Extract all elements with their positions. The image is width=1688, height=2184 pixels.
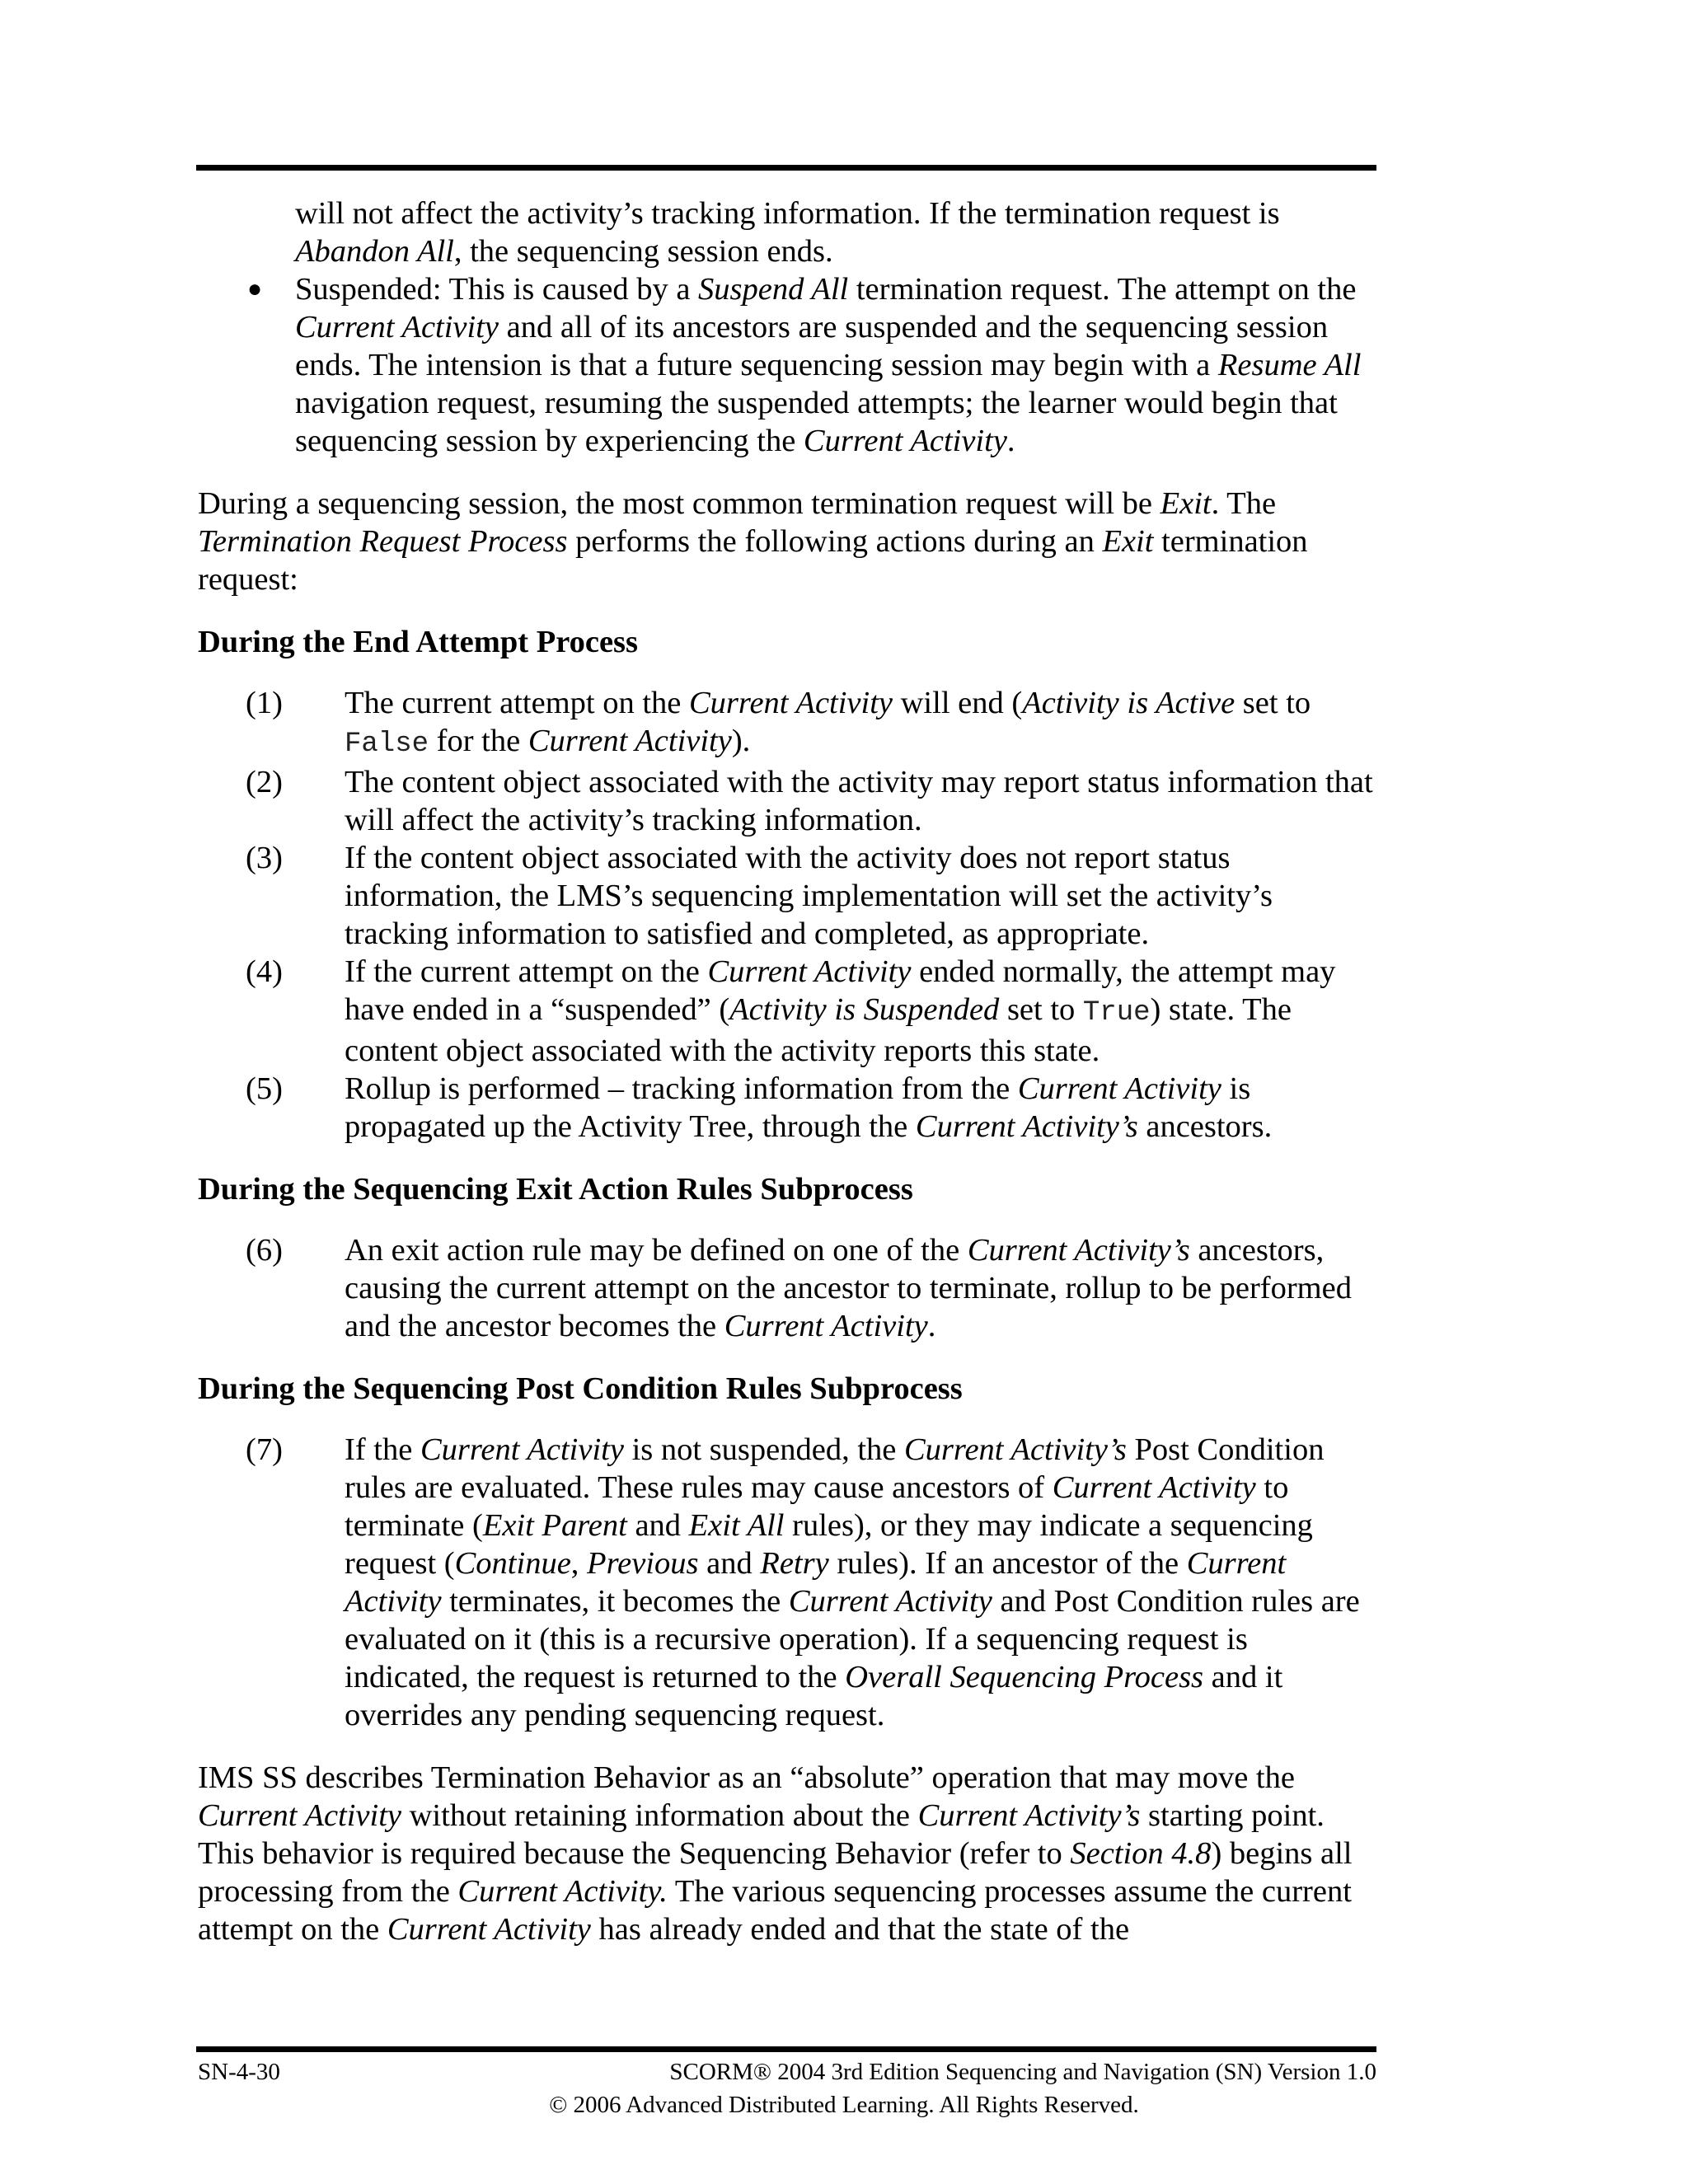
bullet-suspended: ● Suspended: This is caused by a Suspend All termination request. The attempt on the Current Activity and all of its ancestors are suspended and the sequencing session ends. The intension is that a future sequencing session may begin with a Resume All navigation request, resuming the suspended attempts; the learner would begin that sequencing session by experiencing the Current Activity. [247, 272, 1362, 458]
item-number: (7) [246, 1432, 283, 1467]
code-false: False [345, 729, 429, 760]
list-item: (3) If the content object associated with the activity does not report status information, the LMS’s sequencing implementation will set the activity’s tracking information to satisfied and completed, as appropriate. [246, 841, 1273, 951]
item-number: (3) [246, 841, 283, 875]
page-body [198, 194, 1376, 1948]
list-item: (1) The current attempt on the Current Activity will end (Activity is Active set to False for the Current Activity). [246, 686, 1311, 760]
heading-end-attempt: During the End Attempt Process [198, 625, 638, 659]
item-number: (2) [246, 765, 283, 799]
list-item: (6) An exit action rule may be defined on one of the Current Activity’s ancestors, causing the current attempt on the ancestor to terminate, rollup to be performed and the ancestor becomes the Current Activity. [246, 1233, 1352, 1343]
footer-rule [196, 2046, 1376, 2052]
header-rule [196, 165, 1376, 171]
list-item: (5) Rollup is performed – tracking information from the Current Activity is propagated up the Activity Tree, through the Current Activity’s ancestors. [246, 1071, 1273, 1144]
heading-post-condition-rules: During the Sequencing Post Condition Rules Subprocess [198, 1371, 963, 1406]
code-true: True [1082, 997, 1151, 1029]
list-item: (7) If the Current Activity is not suspended, the Current Activity’s Post Condition rules are evaluated. These rules may cause ancestors of Current Activity to terminate (Exit Parent and Exit All rules), or they may indicate a sequencing request (Continue, Previous and Retry rules). If an ancestor of the Current Activity terminates, it becomes the Current Activity and Post Condition rules are evaluated on it (this is a recursive operation). If a sequencing request is indicated, the request is returned to the Overall Sequencing Process and it overrides any pending sequencing request. [246, 1432, 1360, 1732]
copyright-notice: © 2006 Advanced Distributed Learning. All Rights Reserved. [549, 2092, 1139, 2118]
item-number: (5) [246, 1071, 283, 1106]
list-exit-action-rules [198, 1231, 1376, 1345]
page-number: SN-4-30 [198, 2059, 280, 2085]
paragraph-exit-request: During a sequencing session, the most common termination request will be Exit. The Termination Request Process performs the following actions during an Exit termination request: [198, 486, 1308, 597]
list-end-attempt [198, 684, 1376, 1146]
list-item: (2) The content object associated with the activity may report status information that will affect the activity’s tracking information. [246, 765, 1373, 837]
item-number: (6) [246, 1233, 283, 1268]
document-title: SCORM® 2004 3rd Edition Sequencing and Navigation (SN) Version 1.0 [669, 2059, 1376, 2085]
item-number: (1) [246, 686, 283, 720]
bullet-continuation: will not affect the activity’s tracking information. If the termination request is Abandon All, the sequencing session ends. [295, 196, 1280, 269]
item-number: (4) [246, 954, 283, 989]
list-item: (4) If the current attempt on the Current Activity ended normally, the attempt may have ended in a “suspended” (Activity is Suspended set to True) state. The content object associated with the activity reports this state. [246, 954, 1336, 1068]
paragraph-termination-behavior: IMS SS describes Termination Behavior as an “absolute” operation that may move the Current Activity without retaining information about the Current Activity’s starting point. This behavior is required because the Sequencing Behavior (refer to Section 4.8) begins all processing from the Current Activity. The various sequencing processes assume the current attempt on the Current Activity has already ended and that the state of the [198, 1760, 1353, 1947]
heading-exit-action-rules: During the Sequencing Exit Action Rules Subprocess [198, 1172, 913, 1207]
list-post-condition-rules [198, 1431, 1376, 1734]
bullet-icon: ● [247, 275, 263, 302]
